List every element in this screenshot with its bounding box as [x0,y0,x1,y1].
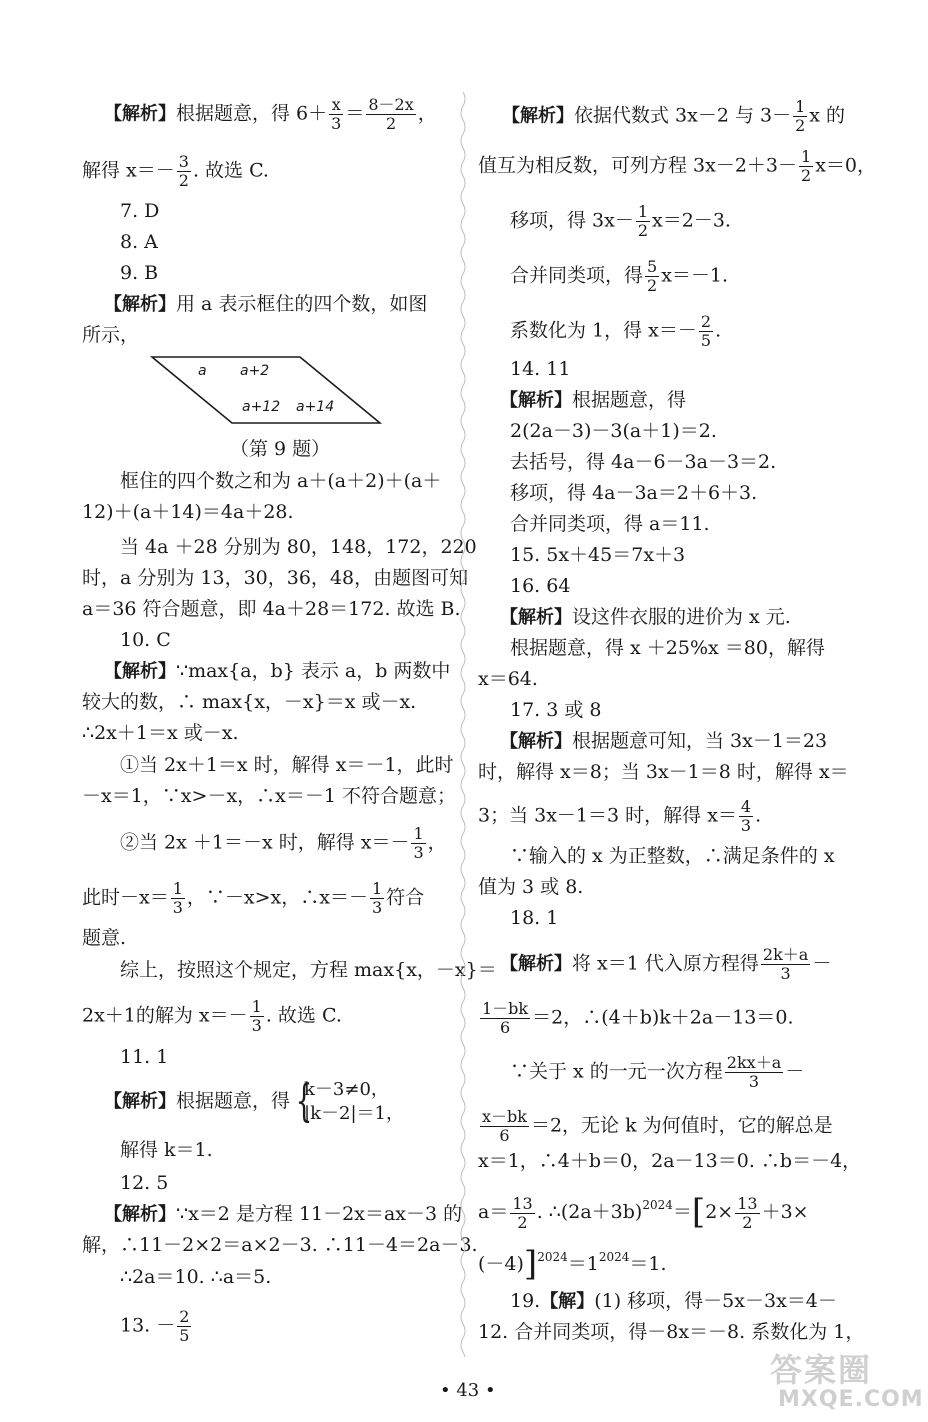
line: x＝1，∴4＋b＝0，2a－13＝0. ∴b＝－4， [478,1150,862,1172]
fraction: $\frac{1}{2}$ [795,97,806,135]
answer-15: 15. 5x＋45＝7x＋3 [510,544,686,566]
right-column [478,0,877,1350]
line: a＝ $\frac{13}{2}$ . $\therefore(2a+3b)^{2024}=[2\times$ $\frac{13}{2}$ ＋3× [478,1192,809,1232]
line: 当 4a ＋28 分别为 80，148，172，220 [120,536,477,558]
line: 解得 x＝－ $\frac{3}{2}$ . 故选 C. [82,152,269,190]
watermark-logo [770,1345,924,1417]
answer-7: 7. D [120,200,160,222]
line: $(-4)]^{2024}=1^{2024}=1$. [478,1244,667,1284]
line: 【解析】设这件衣服的进价为 x 元. [500,606,791,628]
line: ①当 2x＋1＝x 时，解得 x＝－1，此时 [120,754,454,776]
fraction: $\frac{2}{5}$ [700,312,712,350]
answer-9: 9. B [120,262,159,284]
figure-caption: （第 9 题） [230,438,331,460]
answer-10: 10. C [120,629,171,651]
line: ∴2x＋1＝x 或－x. [82,722,239,744]
fraction: $\frac{x}{3}$ [331,95,342,133]
line: 【解析】根据题意，得 { k－3≠0， |k－2|＝1， [104,1076,404,1127]
line: 移项，得 3x－ $\frac{1}{2}$ x＝2－3. [510,202,731,240]
fraction: $\frac{4}{3}$ [740,797,752,835]
parallelogram-figure [150,355,382,427]
answer-18: 18. 1 [510,907,559,929]
fraction: $\frac{1}{3}$ [413,824,424,862]
line: 合并同类项，得 $\frac{5}{2}$ x＝－1. [510,257,729,295]
line: 较大的数，∴ max{x，－x}＝x 或－x. [82,691,417,713]
fraction: $\frac{2kx+a}{3}$ [726,1053,782,1091]
figure-label-a-plus-12: a+12 [242,399,281,415]
case-system: { k－3≠0， |k－2|＝1， [295,1076,404,1127]
line: 去括号，得 4a－6－3a－3＝2. [510,451,777,473]
answer-16: 16. 64 [510,575,571,597]
line: 12)＋(a＋14)＝4a＋28. [82,501,294,523]
fraction: $\frac{1}{3}$ [371,879,383,917]
line: 【解析】∵x＝2 是方程 11－2x＝ax－3 的 [104,1203,463,1225]
line: 3；当 3x－1＝3 时，解得 x＝ $\frac{4}{3}$ . [478,797,762,835]
line: 此时－x＝ $\frac{1}{3}$ ，∵－x>x，∴x＝－ $\frac{1}{3}$ 符合 [82,879,425,917]
line: 根据题意，得 x ＋25%x ＝80，解得 [510,637,825,659]
fraction: $\frac{x-bk}{6}$ [482,1107,527,1145]
fraction: $\frac{8-2x}{2}$ [368,95,414,133]
line: 2(2a－3)－3(a＋1)＝2. [510,420,717,442]
line: 解得 k＝1. [120,1139,213,1161]
line: 系数化为 1，得 x＝－ $\frac{2}{5}$ . [510,312,722,350]
line: 【解析】将 x＝1 代入原方程得 $\frac{2k+a}{3}$ － [500,945,832,983]
answer-8: 8. A [120,231,158,253]
fraction: $\frac{2k+a}{3}$ [762,945,809,983]
line: －x＝1，∵x>－x，∴x＝－1 不符合题意； [82,785,456,807]
fraction: $\frac{1}{3}$ [251,997,262,1035]
line: ∵输入的 x 为正整数，∴满足条件的 x [510,845,835,867]
line: 所示， [82,324,140,346]
line: 合并同类项，得 a＝11. [510,513,710,535]
answer-13: 13. － $\frac{2}{5}$ [120,1307,190,1345]
line: 综上，按照这个规定，方程 max{x，－x}＝ [120,959,497,981]
line: 【解析】依据代数式 3x－2 与 3－ $\frac{1}{2}$ x 的 [502,97,846,135]
line: 解，∴11－2×2＝a×2－3. ∴11－4＝2a－3. [82,1234,478,1256]
line: 移项，得 4a－3a＝2＋6＋3. [510,482,758,504]
line: 2x＋1的解为 x＝－ $\frac{1}{3}$ . 故选 C. [82,997,342,1035]
line: 框住的四个数之和为 a＋(a＋2)＋(a＋ [120,470,442,492]
line: x＝64. [478,668,538,690]
line: 【解析】根据题意，得 6＋ $\frac{x}{3}$ ＝ $\frac{8-2x}{2}$ ， [104,95,437,133]
line: a＝36 符合题意，即 4a＋28＝172. 故选 B. [82,598,461,620]
figure-label-a-plus-14: a+14 [296,399,335,415]
line: ②当 2x ＋1＝－x 时，解得 x＝－ $\frac{1}{3}$ ， [120,824,447,862]
fraction: $\frac{1}{2}$ [801,147,812,185]
figure-label-a-plus-2: a+2 [240,363,270,379]
fraction: $\frac{13}{2}$ [512,1193,533,1232]
line: $\frac{x-bk}{6}$ ＝2，无论 k 为何值时，它的解总是 [482,1107,833,1145]
line: 【解析】∵max{a，b} 表示 a，b 两数中 [104,660,451,682]
line: $\frac{1-bk}{6}$ ＝2，∴(4＋b)k＋2a－13＝0. [482,999,794,1037]
fraction: $\frac{1}{3}$ [172,879,183,917]
line: 12. 合并同类项，得－8x＝－8. 系数化为 1， [478,1321,865,1343]
line: 【解析】根据题意可知，当 3x－1＝23 [500,730,828,752]
line: 值为 3 或 8. [478,876,584,898]
answer-14: 14. 11 [510,358,571,380]
fraction: $\frac{2}{5}$ [179,1307,190,1345]
page-number: • 43 • [440,1380,496,1401]
line: 时，解得 x＝8；当 3x－1＝8 时，解得 x＝ [478,761,849,783]
line: 题意. [82,927,127,949]
line: 值互为相反数，可列方程 3x－2＋3－ $\frac{1}{2}$ x＝0， [478,147,877,185]
fraction: $\frac{3}{2}$ [178,152,189,190]
watermark-bottom: MXQE.COM [778,1387,924,1412]
answer-12: 12. 5 [120,1172,169,1194]
left-column [82,0,497,1350]
line: ∵关于 x 的一元一次方程 $\frac{2kx+a}{3}$ － [510,1053,805,1091]
answer-19: 19.【解】(1) 移项，得－5x－3x＝4－ [510,1290,837,1312]
line: ∴2a＝10. ∴a＝5. [120,1266,272,1288]
fraction: $\frac{13}{2}$ [737,1193,758,1232]
fraction: $\frac{5}{2}$ [647,257,658,295]
line: 【解析】根据题意，得 [500,389,687,411]
line: 【解析】用 a 表示框住的四个数，如图 [104,293,428,315]
column-divider [459,92,467,1357]
watermark-top: 答案圈 [770,1351,873,1389]
figure-label-a: a [198,363,207,379]
fraction: $\frac{1-bk}{6}$ [482,999,529,1037]
line: 时，a 分别为 13，30，36，48，由题图可知 [82,567,469,589]
fraction: $\frac{1}{2}$ [637,202,649,240]
answer-11: 11. 1 [120,1046,169,1068]
answer-17: 17. 3 或 8 [510,699,602,721]
